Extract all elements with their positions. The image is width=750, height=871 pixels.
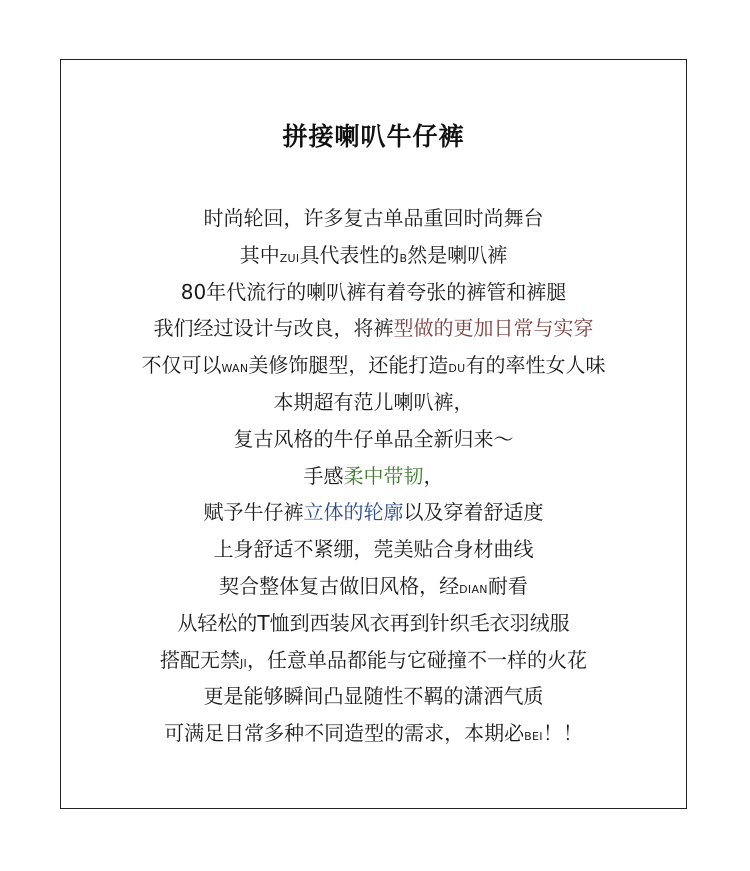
description-line-1: 时尚轮回，许多复古单品重回时尚舞台	[203, 206, 544, 230]
description-lines	[61, 200, 686, 752]
line-9-part-a: 赋予牛仔裤	[203, 500, 304, 525]
line-5-small-caps-du: DU	[448, 362, 466, 376]
description-line-9	[61, 494, 686, 531]
line-8-part-c: ，	[423, 463, 444, 488]
description-line-12: 从轻松的T恤到西装风衣再到针织毛衣羽绒服	[177, 610, 570, 635]
line-9-part-c: 以及穿着舒适度	[403, 500, 544, 525]
line-8-part-a: 手感	[303, 463, 344, 488]
line-5-part-c: 美修饰腿型，还能打造	[248, 353, 449, 378]
line-11-part-c: 耐看	[487, 573, 528, 598]
description-line-14: 更是能够瞬间凸显随性不羁的潇洒气质	[203, 684, 544, 709]
line-4-highlight: 型做的更加日常与实穿	[393, 316, 594, 341]
line-5-small-caps-wan: WAN	[221, 362, 249, 376]
page-title: 拼接喇叭牛仔裤	[282, 122, 465, 151]
description-line-7: 复古风格的牛仔单品全新归来～	[233, 426, 514, 451]
line-2-small-caps-zui: ZUI	[279, 251, 300, 265]
description-line-8	[61, 458, 686, 495]
description-line-4	[61, 310, 686, 347]
line-2-part-e: 然是喇叭裤	[407, 242, 508, 267]
description-line-15	[61, 715, 686, 752]
line-4-part-a: 我们经过设计与改良，将裤	[153, 316, 394, 341]
line-8-highlight: 柔中带韧	[343, 463, 424, 488]
description-line-3: 80年代流行的喇叭裤有着夸张的裤管和裤腿	[180, 279, 567, 304]
description-line-10: 上身舒适不紧绷，莞美贴合身材曲线	[213, 537, 534, 562]
line-9-highlight: 立体的轮廓	[303, 500, 404, 525]
line-15-small-caps-bei: BEI	[524, 730, 543, 744]
line-13-small-caps-ji: JI	[239, 656, 248, 670]
line-13-part-c: ，任意单品都能与它碰撞不一样的火花	[247, 647, 588, 672]
description-line-13	[61, 642, 686, 679]
line-11-small-caps-dian: DIAN	[459, 582, 488, 596]
line-2-part-c: 具代表性的	[299, 242, 400, 267]
description-line-5	[61, 347, 686, 384]
description-line-2	[61, 237, 686, 274]
line-11-part-a: 契合整体复古做旧风格，经	[219, 573, 460, 598]
line-13-part-a: 搭配无禁	[159, 647, 240, 672]
line-5-part-e: 有的率性女人味	[465, 353, 606, 378]
text-frame	[60, 59, 687, 809]
line-2-small-caps-b: B	[399, 251, 408, 265]
description-line-6: 本期超有范儿喇叭裤，	[273, 389, 474, 414]
description-line-11	[61, 568, 686, 605]
line-5-part-a: 不仅可以	[141, 353, 222, 378]
line-15-part-c: ！！	[542, 721, 583, 746]
line-15-part-a: 可满足日常多种不同造型的需求，本期必	[164, 721, 525, 746]
line-2-part-a: 其中	[239, 242, 280, 267]
